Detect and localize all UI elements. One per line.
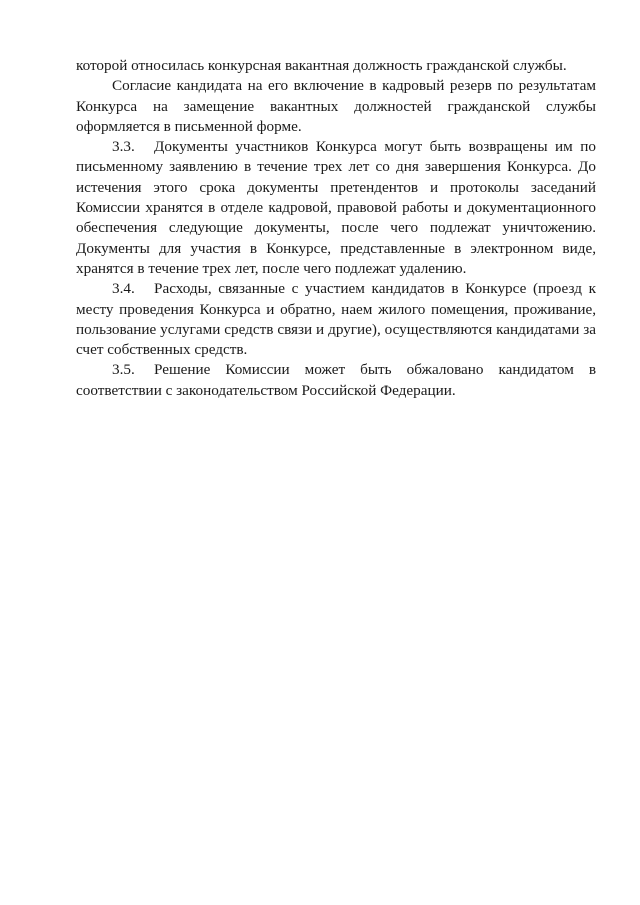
paragraph-continuation	[76, 56, 596, 76]
paragraph-text: Согласие кандидата на его включение в кадровый резерв по результатам Конкурса на замещение вакантных должностей гражданской службы оформляется в письменной форме.	[76, 77, 596, 135]
paragraph-number: 3.5.	[112, 361, 135, 379]
paragraph-3-5	[76, 360, 596, 401]
paragraph-consent	[76, 76, 596, 137]
paragraph-text: которой относилась конкурсная вакантная должность гражданской службы.	[76, 57, 567, 74]
paragraph-text: Документы участников Конкурса могут быть возвращены им по письменному заявлению в течение трех лет со дня завершения Конкурса. До истечения этого срока документы претендентов и протоколы заседаний Комиссии хранятся в отделе кадровой, правовой работы и документационного обеспечения следующие документы, после чего подлежат уничтожению. Документы для участия в Конкурсе, представленные в электронном виде, хранятся в течение трех лет, после чего подлежат удалению.	[76, 138, 596, 277]
paragraph-number: 3.3.	[112, 138, 135, 156]
paragraph-3-4	[76, 279, 596, 360]
paragraph-text: Расходы, связанные с участием кандидатов в Конкурсе (проезд к месту проведения Конкурса и обратно, наем жилого помещения, проживание, пользование услугами средств связи и другие), осуществляются кандидатами за счет собственных средств.	[76, 280, 596, 359]
paragraph-3-3	[76, 137, 596, 279]
document-body	[76, 56, 596, 401]
paragraph-number: 3.4.	[112, 280, 135, 298]
paragraph-text: Решение Комиссии может быть обжаловано кандидатом в соответствии с законодательством Российской Федерации.	[76, 361, 596, 399]
